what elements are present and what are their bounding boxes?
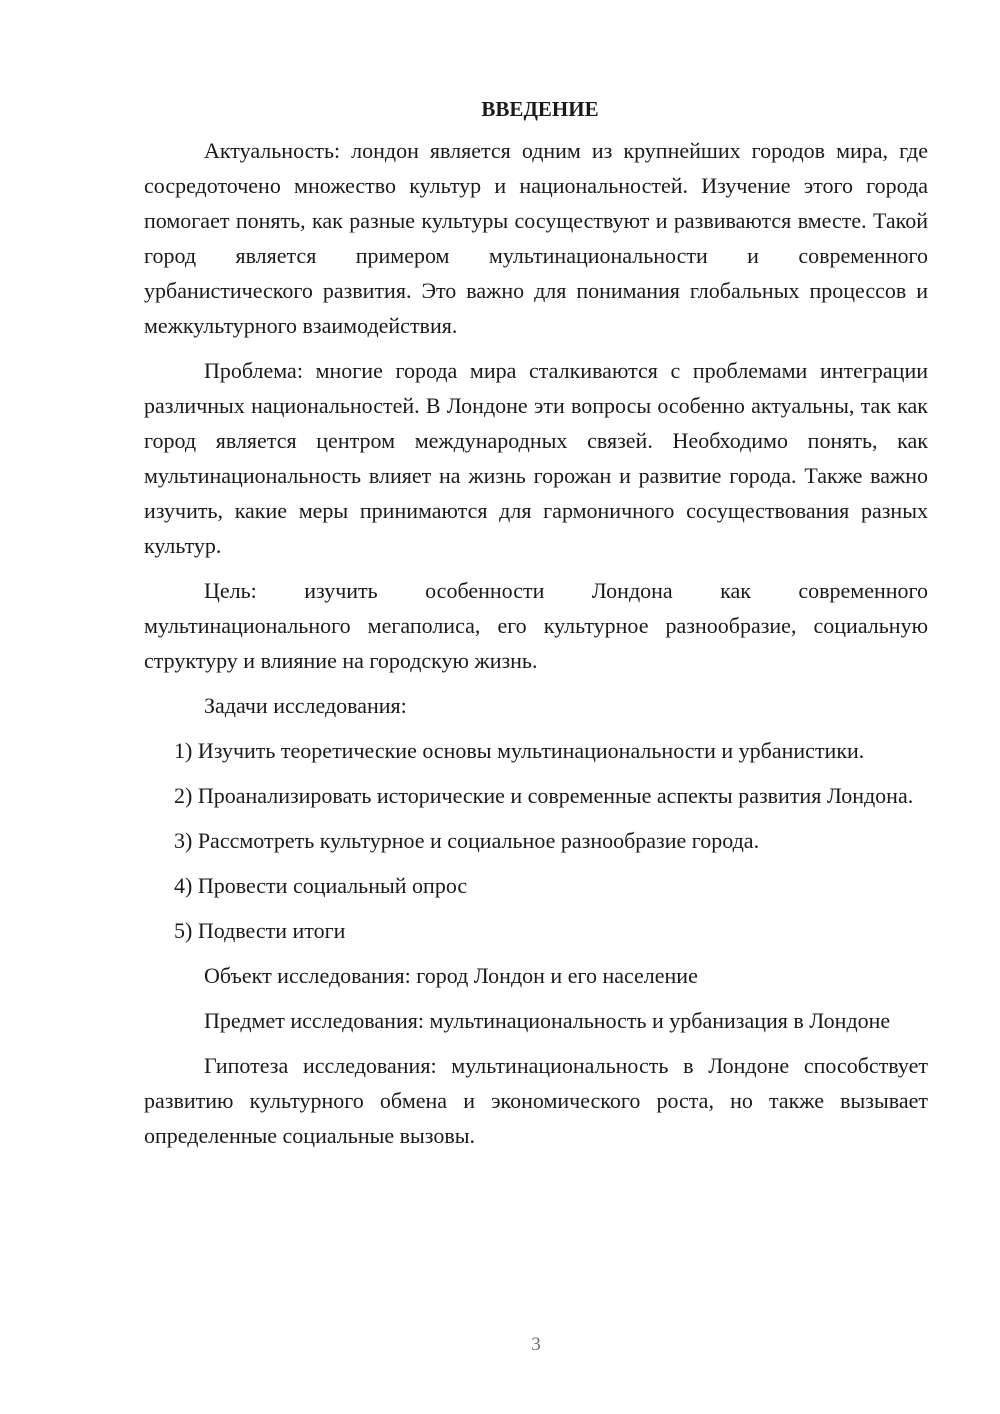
section-heading: ВВЕДЕНИЕ xyxy=(481,97,599,121)
task-item-3: 3) Рассмотреть культурное и социальное разнообразие города. xyxy=(174,828,760,853)
task-item-1: 1) Изучить теоретические основы мультинациональности и урбанистики. xyxy=(174,738,865,763)
document-page xyxy=(144,92,928,1163)
page-number: 3 xyxy=(531,1334,541,1355)
task-item-5: 5) Подвести итоги xyxy=(174,918,346,943)
task-item-2: 2) Проанализировать исторические и современные аспекты развития Лондона. xyxy=(174,783,914,808)
relevance-paragraph: Актуальность: лондон является одним из крупнейших городов мира, где сосредоточено множество культур и национальностей. Изучение этого города помогает понять, как разные культуры сосуществуют и развиваются вместе. Такой город является примером мультинациональности и современного урбанистического развития. Это важно для понимания глобальных процессов и межкультурного взаимодействия. xyxy=(144,138,928,338)
problem-paragraph: Проблема: многие города мира сталкиваются с проблемами интеграции различных национальностей. В Лондоне эти вопросы особенно актуальны, так как город является центром международных связей. Необходимо понять, как мультинациональность влияет на жизнь горожан и развитие города. Также важно изучить, какие меры принимаются для гармоничного сосуществования разных культур. xyxy=(144,358,928,558)
object-paragraph: Объект исследования: город Лондон и его население xyxy=(204,963,698,988)
tasks-heading: Задачи исследования: xyxy=(204,693,407,718)
goal-paragraph: Цель: изучить особенности Лондона как современного мультинационального мегаполиса, его культурное разнообразие, социальную структуру и влияние на городскую жизнь. xyxy=(144,578,928,673)
hypothesis-paragraph: Гипотеза исследования: мультинациональность в Лондоне способствует развитию культурного обмена и экономического роста, но также вызывает определенные социальные вызовы. xyxy=(144,1053,928,1148)
task-item-4: 4) Провести социальный опрос xyxy=(174,873,468,898)
subject-paragraph: Предмет исследования: мультинациональность и урбанизация в Лондоне xyxy=(204,1008,891,1033)
